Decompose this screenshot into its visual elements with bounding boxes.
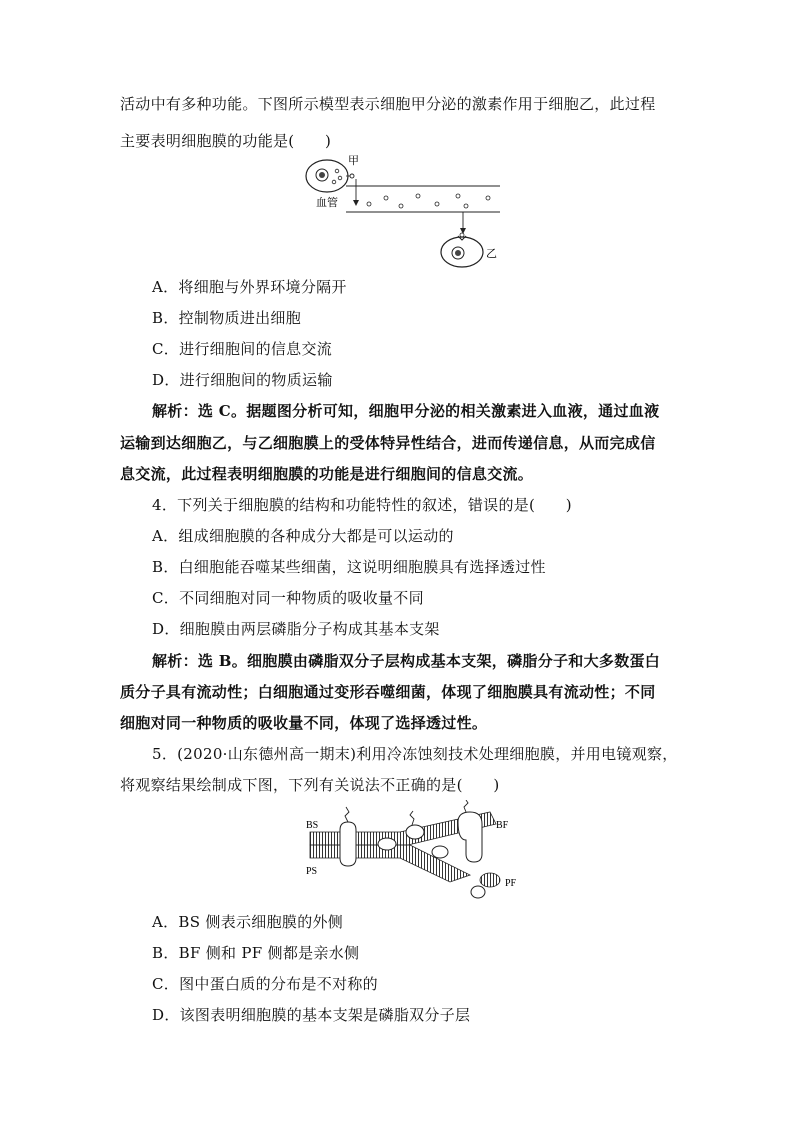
q3-option-c: C．进行细胞间的信息交流 <box>152 340 333 358</box>
protein-1 <box>340 822 356 866</box>
q5-option-a: A．BS 侧表示细胞膜的外侧 <box>152 913 344 931</box>
protein-5 <box>432 846 448 858</box>
q5-option-d: D．该图表明细胞膜的基本支架是磷脂双分子层 <box>152 1006 471 1024</box>
q5-stem-line-2: 将观察结果绘制成下图，下列有关说法不正确的是( ) <box>120 776 500 794</box>
pf-fragment <box>480 873 500 887</box>
hormone-signaling-figure <box>300 150 510 270</box>
q4-option-d: D．细胞膜由两层磷脂分子构成其基本支架 <box>152 620 440 638</box>
cell-jia-nucleolus <box>319 172 325 178</box>
q3-option-b: B．控制物质进出细胞 <box>152 309 302 327</box>
label-pf: PF <box>505 878 517 889</box>
q4-stem: 4．下列关于细胞膜的结构和功能特性的叙述，错误的是( ) <box>152 496 572 514</box>
q3-analysis-line-1: 解析：选 C。据题图分析可知，细胞甲分泌的相关激素进入血液，通过血液 <box>152 402 660 420</box>
protein-4 <box>458 812 482 862</box>
q4-option-b: B．白细胞能吞噬某些细菌，这说明细胞膜具有选择透过性 <box>152 558 546 576</box>
q3-stem-line-1: 活动中有多种功能。下图所示模型表示细胞甲分泌的激素作用于细胞乙，此过程 <box>120 95 656 113</box>
label-vessel: 血管 <box>316 196 338 209</box>
q3-option-a: A．将细胞与外界环境分隔开 <box>152 278 347 296</box>
q3-analysis-line-2: 运输到达细胞乙，与乙细胞膜上的受体特异性结合，进而传递信息，从而完成信 <box>120 434 656 452</box>
q4-option-c: C．不同细胞对同一种物质的吸收量不同 <box>152 589 424 607</box>
glycocalyx-3 <box>464 800 468 812</box>
protein-3 <box>406 825 424 839</box>
q3-option-d: D．进行细胞间的物质运输 <box>152 371 333 389</box>
label-bf: BF <box>496 820 509 831</box>
cell-yi <box>441 237 483 267</box>
q4-option-a: A．组成细胞膜的各种成分大都是可以运动的 <box>152 527 454 545</box>
label-jia: 甲 <box>348 154 359 167</box>
freeze-fracture-figure <box>300 800 530 905</box>
q4-analysis-line-3: 细胞对同一种物质的吸收量不同，体现了选择透过性。 <box>120 714 488 732</box>
protein-6 <box>471 886 485 898</box>
glycocalyx-2 <box>410 811 414 825</box>
q5-option-b: B．BF 侧和 PF 侧都是亲水侧 <box>152 944 360 962</box>
q4-analysis-line-2: 质分子具有流动性；白细胞通过变形吞噬细菌，体现了细胞膜具有流动性；不同 <box>120 683 656 701</box>
label-ps: PS <box>306 866 318 877</box>
protein-2 <box>378 838 396 850</box>
q3-analysis-line-3: 息交流，此过程表明细胞膜的功能是进行细胞间的信息交流。 <box>120 465 534 483</box>
q3-stem-line-2: 主要表明细胞膜的功能是( ) <box>120 132 332 150</box>
cell-jia <box>306 160 348 192</box>
q4-analysis-line-1: 解析：选 B。细胞膜由磷脂双分子层构成基本支架，磷脂分子和大多数蛋白 <box>152 652 661 670</box>
q5-stem-line-1: 5．(2020·山东德州高一期末)利用冷冻蚀刻技术处理细胞膜，并用电镜观察， <box>152 745 678 763</box>
glycocalyx-1 <box>345 807 349 822</box>
label-bs: BS <box>306 820 319 831</box>
label-yi: 乙 <box>486 247 497 260</box>
q5-option-c: C．图中蛋白质的分布是不对称的 <box>152 975 378 993</box>
